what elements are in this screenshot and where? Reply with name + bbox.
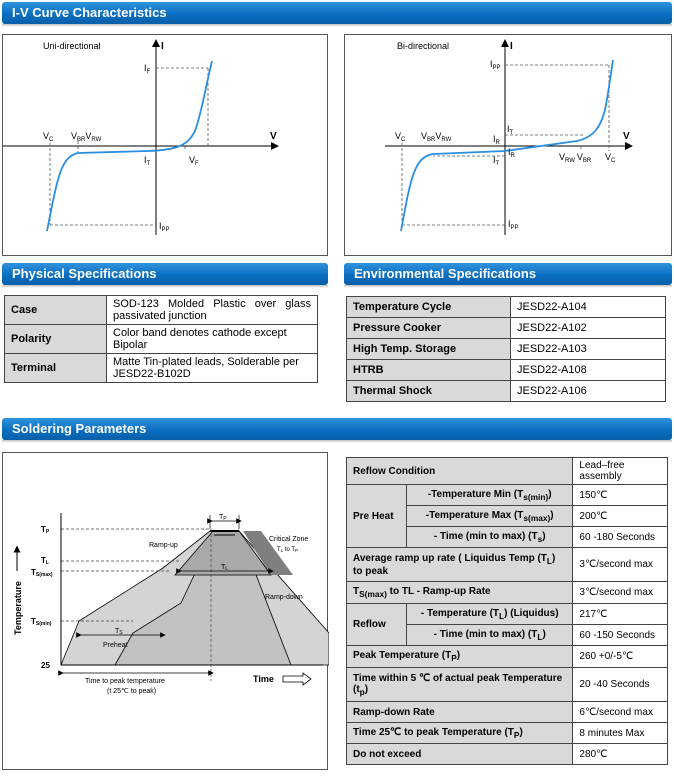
svg-text:(t 25℃ to peak): (t 25℃ to peak) [107,688,157,695]
svg-text:TS(max): TS(max) [31,568,53,578]
y-axis-title: Temperature [13,581,23,635]
x-axis-title: Time [253,674,274,684]
table-row: - Time (min to max) $(T_L)$ 60 -150 Seconds [347,625,668,646]
table-row: Thermal Shock JESD22-A106 [347,381,666,402]
svg-text:VC: $V_C$ [605,152,616,164]
svg-text:VF: $V_F$ [189,155,199,167]
svg-text:Time to peak temperature: Time to peak temperature [85,678,165,685]
table-row: Time within 5 ℃ of actual peak Temperature $(t_p)$ 20 -40 Seconds [347,668,668,702]
svg-text:TL to TP: TL to TP [277,547,299,553]
svg-text:IT: $I_T$ [507,124,514,136]
table-row: - Time (min to max) $(T_s)$ 60 -180 Seconds [347,527,668,548]
svg-text:VBRVRW: $V_{BR}V_{RW}$ [421,131,452,143]
bi-directional-iv-diagram [344,34,672,256]
spec-label: Polarity [5,325,107,354]
uni-title: Uni-directional [43,41,101,51]
physical-spec-table [4,295,318,383]
table-row: Reflow - Temperature $(T_L)$ (Liquidus) 217℃ [347,604,668,625]
svg-text:IR: $I_R$ [508,147,515,159]
section-title-soldering: Soldering Parameters [2,418,672,440]
svg-text:TS: TS [115,628,123,636]
section-title-environmental: Environmental Specifications [344,263,672,285]
svg-text:VBRVRW: $V_{BR}V_{RW}$ [71,131,102,143]
spec-value: SOD-123 Molded Plastic over glass passivated junction [107,296,318,325]
reflow-profile-diagram [2,452,328,770]
i-axis-label: I [510,41,513,52]
table-row: HTRB JESD22-A108 [347,360,666,381]
svg-text:TL: TL [41,556,49,566]
table-row: Temperature Cycle JESD22-A104 [347,297,666,318]
svg-text:VC: $V_C$ [43,131,54,143]
spec-label: Case [5,296,107,325]
rampdown-label: Ramp-down [265,594,303,601]
svg-text:IPP: $I_{PP}$ [159,221,170,233]
table-row: Do not exceed 280℃ [347,744,668,765]
rampup-label: Ramp-up [149,542,178,549]
svg-text:IPP: $I_{PP}$ [490,59,501,71]
svg-text:TP: TP [41,525,50,535]
uni-directional-iv-diagram [2,34,328,256]
table-row: -Temperature Max $(T_{s(max)})$ 200℃ [347,506,668,527]
environmental-spec-table [346,296,666,402]
table-row: Pressure Cooker JESD22-A102 [347,318,666,339]
soldering-parameters-table [346,457,668,765]
svg-text:TP: TP [219,514,227,522]
svg-text:IF: $I_F$ [144,63,151,75]
svg-text:25: 25 [41,661,50,670]
table-row: Time 25℃ to peak Temperature $(T_P)$ 8 minutes Max [347,723,668,744]
v-axis-label: V [623,131,630,142]
table-row [5,325,318,354]
bi-title: Bi-directional [397,41,450,51]
preheat-label: Preheat [103,642,128,649]
svg-text:IT: $I_T$ [144,155,151,167]
table-row: Ramp-down Rate 6℃/second max [347,702,668,723]
table-row: Reflow Condition Lead–free assembly [347,458,668,485]
section-title-iv: I-V Curve Characteristics [2,2,672,24]
section-title-physical: Physical Specifications [2,263,328,285]
table-row: Peak Temperature $(T_P)$ 260 +0/-5℃ [347,646,668,668]
spec-value: Matte Tin-plated leads, Solderable per JESD22-B102D [107,354,318,383]
table-row: Average ramp up rate ( Liquidus Temp $(T_L)$ to peak 3℃/second max [347,548,668,582]
critical-zone-label: Critical Zone [269,536,309,543]
spec-label: Terminal [5,354,107,383]
table-row: Pre Heat -Temperature Min $(T_{s(min)})$ 150℃ [347,485,668,506]
table-row [5,354,318,383]
svg-text:IR: $I_R$ [493,134,500,146]
table-row: High Temp. Storage JESD22-A103 [347,339,666,360]
spec-value: Color band denotes cathode except Bipolar [107,325,318,354]
svg-text:IT: $I_T$ [493,155,500,167]
svg-text:TL: TL [221,564,229,572]
table-row: $T_{S(max)}$ to TL - Ramp-up Rate 3℃/second max [347,582,668,604]
svg-text:IPP: $I_{PP}$ [508,219,519,231]
i-axis-label: I [161,41,164,52]
svg-text:VC: $V_C$ [395,131,406,143]
table-row [5,296,318,325]
svg-text:TS(min): TS(min) [31,617,52,627]
v-axis-label: V [270,131,277,142]
svg-text:VRWVBR: $V_{RW}$ $V_{BR}$ [559,152,592,164]
